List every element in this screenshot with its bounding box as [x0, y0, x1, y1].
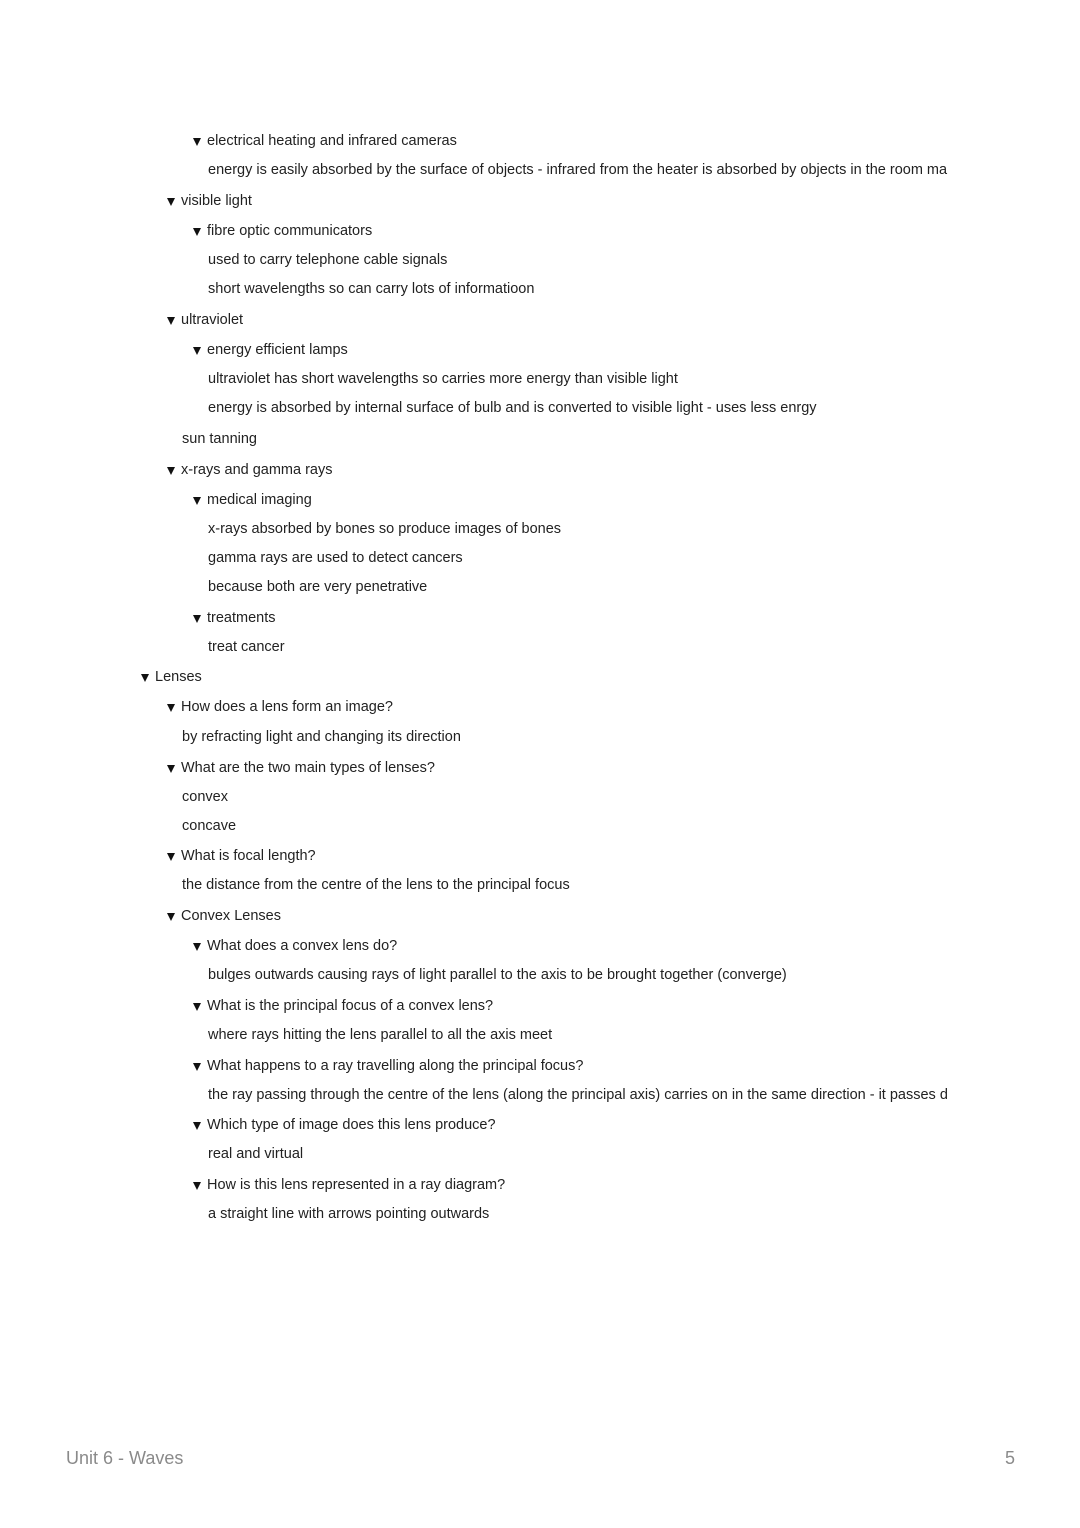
outline-item-text: What is the principal focus of a convex lens? [207, 998, 494, 1014]
outline-item-text: the distance from the centre of the lens to the principal focus [182, 877, 570, 893]
outline-toggle-item[interactable] [167, 308, 243, 332]
outline-text-item [208, 546, 952, 570]
outline-item-text: How does a lens form an image? [181, 699, 393, 715]
outline-toggle-item[interactable] [193, 1113, 496, 1137]
collapse-triangle-icon[interactable] [167, 913, 175, 921]
outline-item-text: What does a convex lens do? [207, 938, 398, 954]
collapse-triangle-icon[interactable] [167, 198, 175, 206]
collapse-triangle-icon[interactable] [193, 138, 201, 146]
outline-item-text: What is focal length? [181, 848, 316, 864]
outline-toggle-item[interactable] [193, 1173, 505, 1197]
outline-item-text: used to carry telephone cable signals [208, 252, 448, 268]
collapse-triangle-icon[interactable] [193, 1122, 201, 1130]
outline-text-item [208, 1083, 952, 1107]
outline-toggle-item[interactable] [167, 189, 252, 213]
outline-text-item [182, 814, 236, 838]
outline-toggle-item[interactable] [193, 1054, 583, 1078]
outline-text-item [182, 785, 228, 809]
outline-text-item [208, 1202, 952, 1226]
outline-toggle-item[interactable] [141, 665, 202, 689]
outline-text-item [208, 517, 952, 541]
outline-toggle-item[interactable] [193, 488, 312, 512]
outline-toggle-item[interactable] [167, 756, 435, 780]
collapse-triangle-icon[interactable] [167, 853, 175, 861]
collapse-triangle-icon[interactable] [141, 674, 149, 682]
outline-item-text: Lenses [155, 669, 202, 685]
collapse-triangle-icon[interactable] [167, 765, 175, 773]
outline-item-text: short wavelengths so can carry lots of informatioon [208, 281, 535, 297]
collapse-triangle-icon[interactable] [193, 943, 201, 951]
outline-toggle-item[interactable] [193, 219, 372, 243]
footer-title: Unit 6 - Waves [66, 1448, 184, 1468]
outline-toggle-item[interactable] [193, 338, 348, 362]
outline-item-text: concave [182, 818, 237, 834]
outline-item-text: energy is easily absorbed by the surface of objects - infrared from the heater is absorbed by objects in the room ma [208, 162, 948, 178]
outline-item-text: treatments [207, 610, 276, 626]
outline-text-item [208, 635, 952, 659]
outline-toggle-item[interactable] [193, 606, 276, 630]
collapse-triangle-icon[interactable] [193, 1063, 201, 1071]
collapse-triangle-icon[interactable] [193, 1182, 201, 1190]
outline-item-text: How is this lens represented in a ray diagram? [207, 1177, 506, 1193]
outline-item-text: convex [182, 789, 228, 805]
collapse-triangle-icon[interactable] [167, 467, 175, 475]
collapse-triangle-icon[interactable] [167, 704, 175, 712]
outline-item-text: medical imaging [207, 492, 312, 508]
outline-text-item [208, 277, 952, 301]
outline-item-text: ultraviolet [181, 312, 244, 328]
outline-item-text: energy efficient lamps [207, 342, 348, 358]
collapse-triangle-icon[interactable] [193, 615, 201, 623]
collapse-triangle-icon[interactable] [167, 317, 175, 325]
outline-text-item [208, 248, 952, 272]
outline-item-text: electrical heating and infrared cameras [207, 133, 457, 149]
outline-item-text: What happens to a ray travelling along the principal focus? [207, 1058, 584, 1074]
outline-text-item [208, 1142, 952, 1166]
outline-item-text: x-rays absorbed by bones so produce images of bones [208, 521, 562, 537]
outline-item-text: What are the two main types of lenses? [181, 760, 435, 776]
outline-item-text: where rays hitting the lens parallel to all the axis meet [208, 1027, 553, 1043]
outline-toggle-item[interactable] [167, 695, 393, 719]
outline-text-item [208, 575, 952, 599]
outline-item-text: Convex Lenses [181, 908, 281, 924]
outline-text-item [208, 1023, 952, 1047]
outline-item-text: fibre optic communicators [207, 223, 373, 239]
outline-text-item [182, 427, 257, 451]
outline-item-text: because both are very penetrative [208, 579, 428, 595]
collapse-triangle-icon[interactable] [193, 347, 201, 355]
outline-item-text: gamma rays are used to detect cancers [208, 550, 463, 566]
outline-item-text: bulges outwards causing rays of light parallel to the axis to be brought together (converge) [208, 967, 787, 983]
outline-item-text: x-rays and gamma rays [181, 462, 333, 478]
outline-text-item [208, 367, 952, 391]
outline-item-text: sun tanning [182, 431, 257, 447]
collapse-triangle-icon[interactable] [193, 497, 201, 505]
outline-item-text: Which type of image does this lens produce? [207, 1117, 496, 1133]
outline-toggle-item[interactable] [193, 129, 457, 153]
outline-toggle-item[interactable] [193, 994, 493, 1018]
outline-text-item [182, 873, 570, 897]
outline-item-text: ultraviolet has short wavelengths so carries more energy than visible light [208, 371, 678, 387]
outline-toggle-item[interactable] [167, 904, 281, 928]
outline-text-item [182, 725, 461, 749]
outline-item-text: a straight line with arrows pointing outwards [208, 1206, 490, 1222]
outline-toggle-item[interactable] [193, 934, 397, 958]
outline-item-text: real and virtual [208, 1146, 304, 1162]
outline-text-item [208, 963, 952, 987]
outline-item-text: visible light [181, 193, 252, 209]
outline-text-item [208, 396, 952, 420]
collapse-triangle-icon[interactable] [193, 1003, 201, 1011]
outline-item-text: energy is absorbed by internal surface of bulb and is converted to visible light - uses less enrgy [208, 400, 817, 416]
page-number: 5 [1004, 1448, 1015, 1468]
outline-item-text: treat cancer [208, 639, 285, 655]
outline-toggle-item[interactable] [167, 844, 316, 868]
collapse-triangle-icon[interactable] [193, 228, 201, 236]
outline-text-item [208, 158, 952, 182]
outline-toggle-item[interactable] [167, 458, 333, 482]
outline-item-text: by refracting light and changing its direction [182, 729, 461, 745]
outline-item-text: the ray passing through the centre of the lens (along the principal axis) carries on in the same direction - it passes d [208, 1087, 948, 1103]
